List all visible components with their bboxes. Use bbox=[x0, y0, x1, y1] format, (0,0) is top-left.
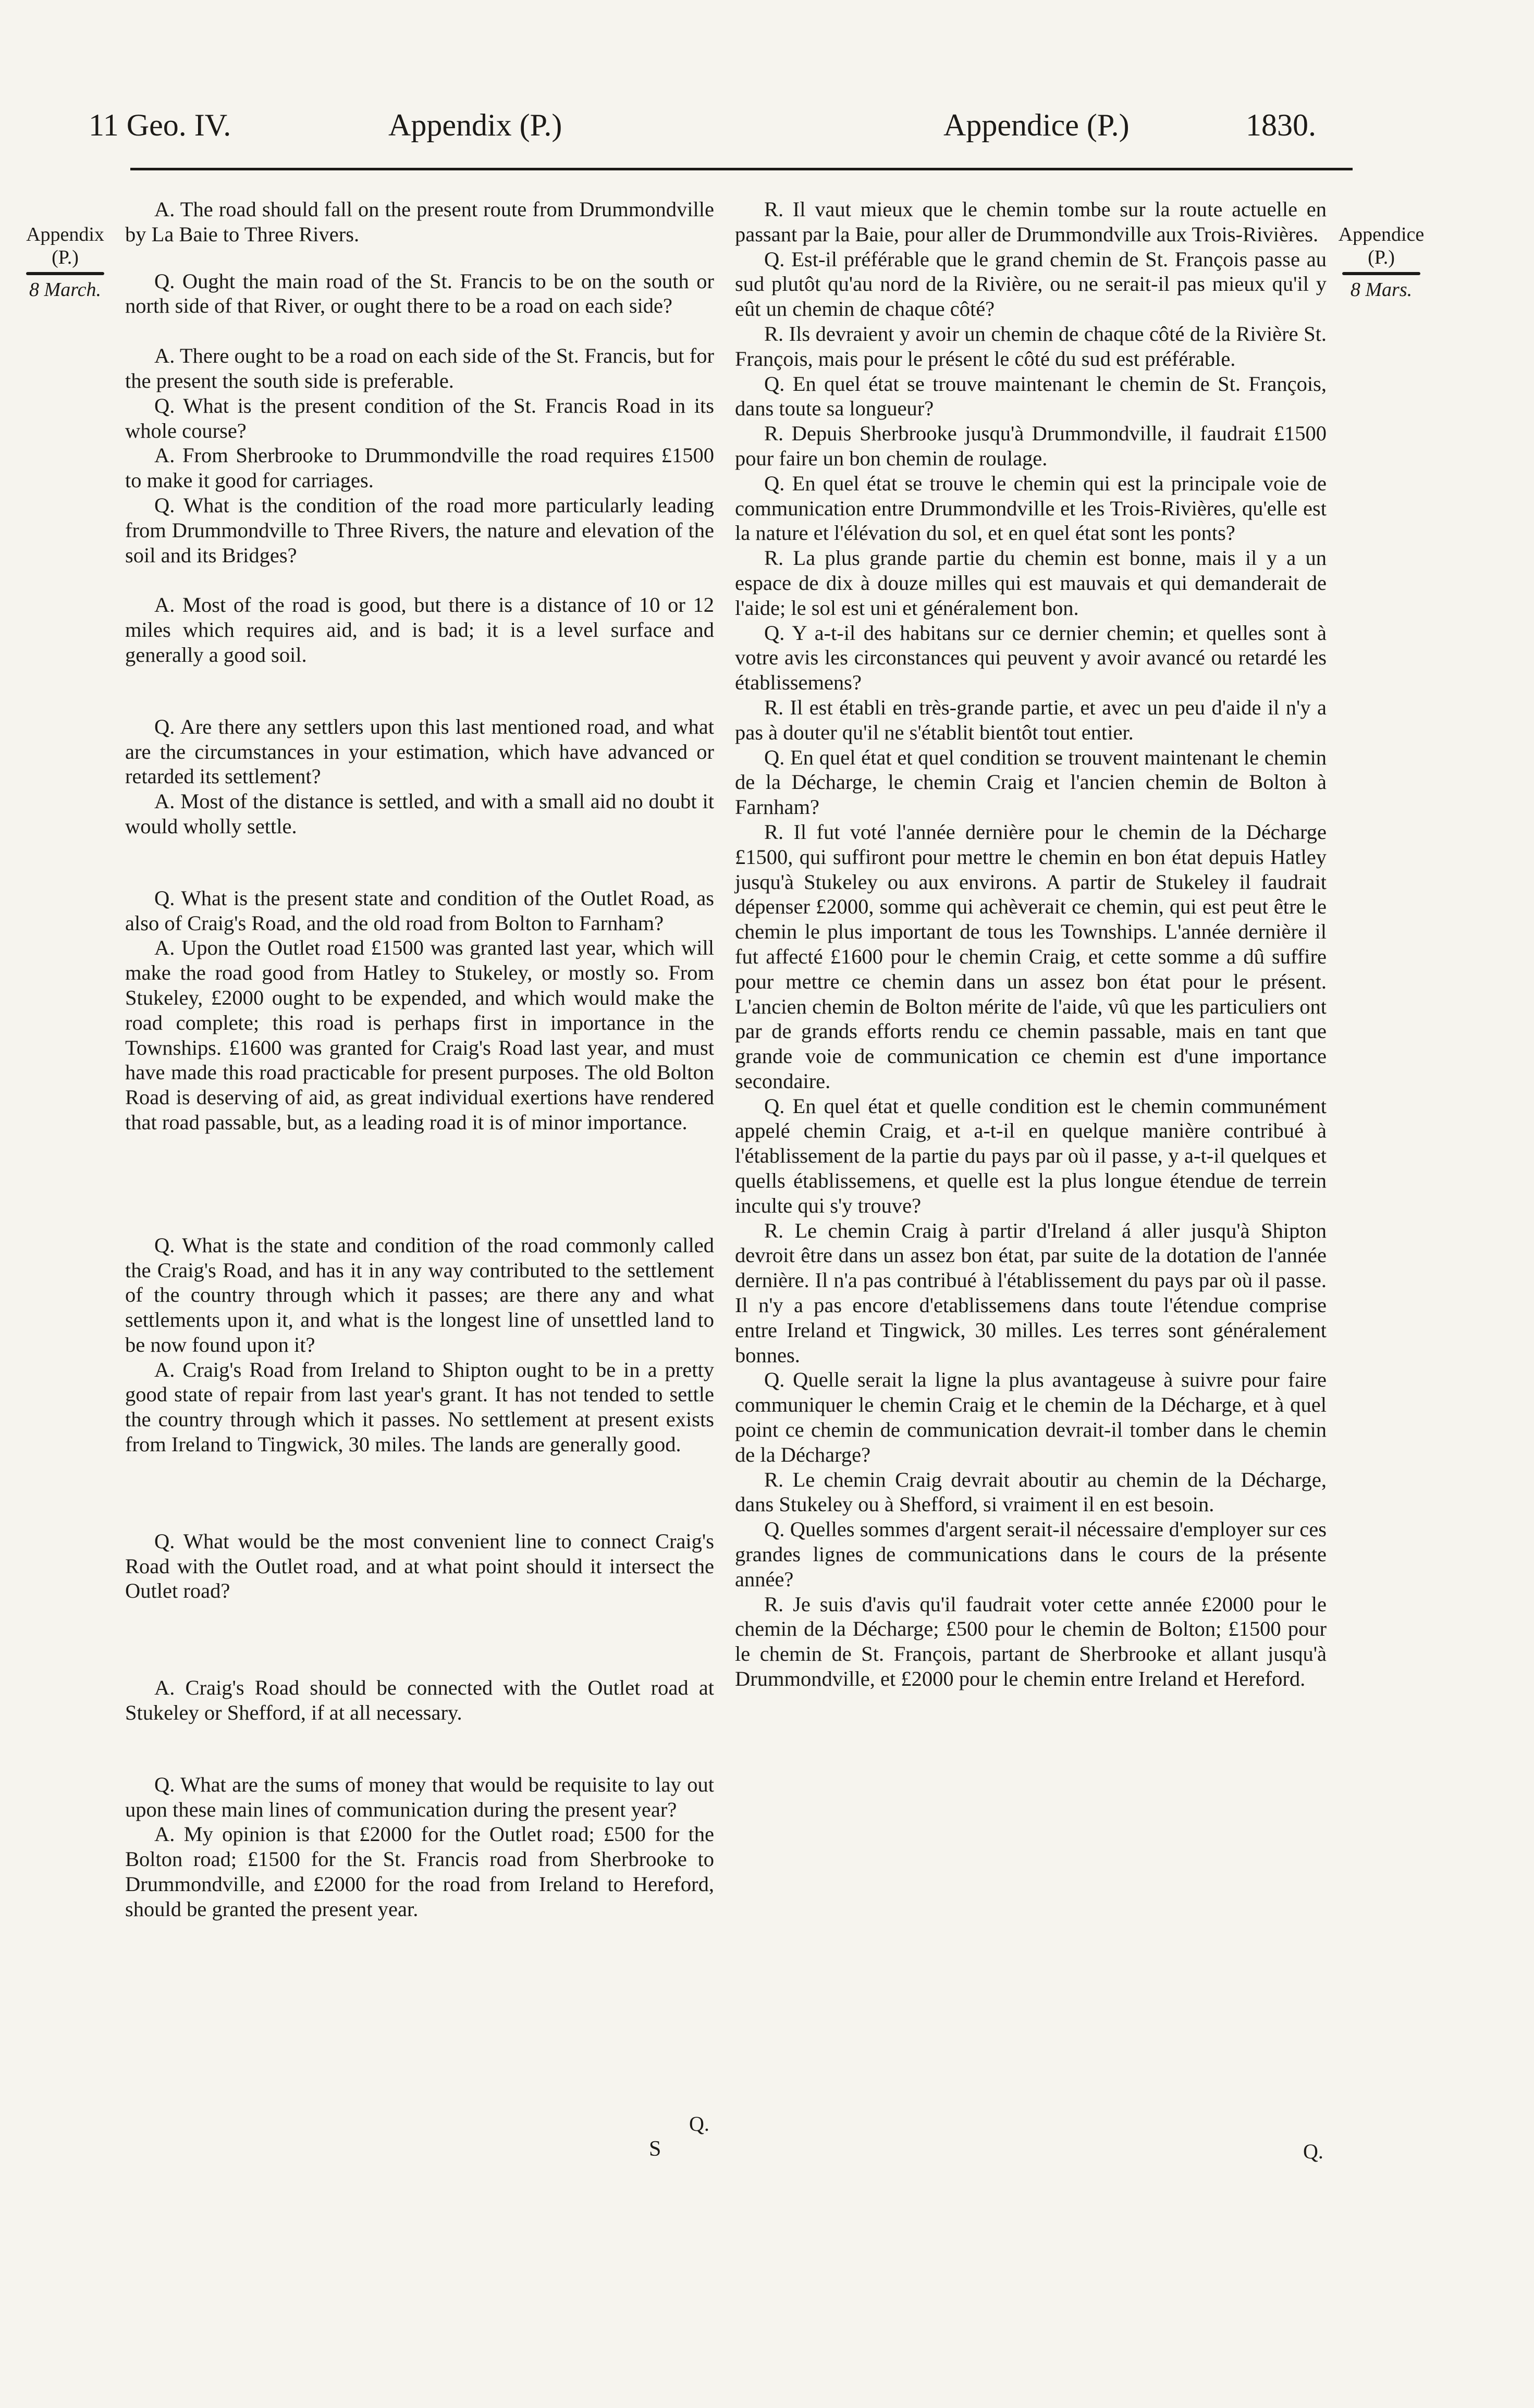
paragraph: A. Upon the Outlet road £1500 was granted last year, which will make the road good from Hatley to Stukeley, or mostly so. From Stukeley, £2000 ought to be expended, and which would make the road complete; this road is perhaps first in importance in the Townships. £1600 was granted for Craig's Road last year, and must have made this road practicable for present purposes. The old Bolton Road is deserving of aid, as great individual exertions have rendered that road passable, but, as a leading road it is of minor importance. bbox=[125, 936, 714, 1134]
ornament-swash bbox=[26, 272, 104, 275]
paragraph: Q. Ought the main road of the St. Francis to be on the south or north side of that River, or ought there to be a road on each side? bbox=[125, 269, 714, 318]
french-column bbox=[735, 197, 1327, 1691]
margin-label: Appendice bbox=[1338, 224, 1425, 245]
paragraph: A. The road should fall on the present route from Drummondville by La Baie to Three Rivers. bbox=[125, 197, 714, 246]
paragraph: Q. En quel état se trouve maintenant le chemin de St. François, dans toute sa longueur? bbox=[735, 372, 1327, 421]
paragraph: R. Le chemin Craig devrait aboutir au chemin de la Décharge, dans Stukeley ou à Shefford, si vraiment il en est besoin. bbox=[735, 1467, 1327, 1516]
margin-label: Appendix bbox=[26, 224, 104, 245]
paragraph: A. My opinion is that £2000 for the Outlet road; £500 for the Bolton road; £1500 for the St. Francis road from Sherbrooke to Drummondville, and £2000 for the road from Ireland to Hereford, should be granted the present year. bbox=[125, 1822, 714, 1921]
paragraph: A. Most of the road is good, but there is a distance of 10 or 12 miles which requires aid, and is bad; it is a level surface and generally a good soil. bbox=[125, 593, 714, 666]
paragraph: R. Il vaut mieux que le chemin tombe sur la route actuelle en passant par la Baie, pour aller de Drummondville aux Trois-Rivières. bbox=[735, 197, 1327, 246]
paragraph: Q. En quel état et quel condition se trouvent maintenant le chemin de la Décharge, le chemin Craig et l'ancien chemin de Bolton à Farnham? bbox=[735, 745, 1327, 819]
margin-date: 8 March. bbox=[29, 279, 101, 301]
paragraph: Q. What would be the most convenient line to connect Craig's Road with the Outlet road, and at what point should it intersect the Outlet road? bbox=[125, 1529, 714, 1603]
header-title-french: Appendice (P.) bbox=[943, 108, 1130, 142]
margin-date: 8 Mars. bbox=[1350, 279, 1413, 301]
margin-note-left bbox=[10, 223, 120, 301]
paragraph: Q. En quel état se trouve le chemin qui est la principale voie de communication entre Drummondville et les Trois-Rivières, qu'elle est la nature et l'élévation du sol, et en quel état sont les ponts? bbox=[735, 471, 1327, 545]
paragraph: R. Je suis d'avis qu'il faudrait voter cette année £2000 pour le chemin de la Décharge; £500 pour le chemin de Bolton; £1500 pour le chemin de St. François, partant de Sherbrooke et allant jusqu'à Drummondville, et £2000 pour le chemin entre Ireland et Hereford. bbox=[735, 1592, 1327, 1691]
paragraph: A. Craig's Road from Ireland to Shipton ought to be in a pretty good state of repair from last year's grant. It has not tended to settle the country through which it passes. No settlement at present exists from Ireland to Tingwick, 30 miles. The lands are generally good. bbox=[125, 1357, 714, 1456]
paragraph: Q. Quelles sommes d'argent serait-il nécessaire d'employer sur ces grandes lignes de communications dans le cours de la présente année? bbox=[735, 1517, 1327, 1591]
paragraph: Q. Y a-t-il des habitans sur ce dernier chemin; et quelles sont à votre avis les circonstances qui peuvent y avoir avancé ou retardé les établissemens? bbox=[735, 621, 1327, 695]
english-column bbox=[125, 197, 714, 1922]
margin-sub: (P.) bbox=[1368, 246, 1395, 268]
margin-sub: (P.) bbox=[52, 246, 79, 268]
paragraph: Q. Quelle serait la ligne la plus avantageuse à suivre pour faire communiquer le chemin Craig et le chemin de la Décharge, et à quel point ce chemin de communication devrait-il tomber dans le chemin de la Décharge? bbox=[735, 1368, 1327, 1466]
header-rule bbox=[130, 168, 1353, 170]
paragraph: A. Craig's Road should be connected with the Outlet road at Stukeley or Shefford, if at all necessary. bbox=[125, 1676, 714, 1725]
paragraph: Q. En quel état et quelle condition est le chemin communément appelé chemin Craig, et a-t-il en quelque manière contribué à l'établissement de la partie du pays par où il passe, y a-t-il quelques et quells établissemens, et quelle est la plus longue étendue de terrein inculte qui s'y trouve? bbox=[735, 1094, 1327, 1217]
paragraph: Q. What are the sums of money that would be requisite to lay out upon these main lines of communication during the present year? bbox=[125, 1772, 714, 1821]
signature-mark: S bbox=[649, 2137, 661, 2161]
paragraph: Q. What is the condition of the road more particularly leading from Drummondville to Three Rivers, the nature and elevation of the soil and its Bridges? bbox=[125, 493, 714, 567]
paragraph: R. Il fut voté l'année dernière pour le chemin de la Décharge £1500, qui suffiront pour mettre le chemin en bon état depuis Hatley jusqu'à Stukeley ou aux environs. A partir de Stukeley il faudrait dépenser £2000, somme qui achèverait ce chemin, qui est peut être le chemin le plus important de tous les Townships. L'année dernière il fut affecté £1600 pour le chemin Craig, et cette somme a dû suffire pour mettre ce chemin dans un assez bon état pour le présent. L'ancien chemin de Bolton mérite de l'aide, vû que les particuliers ont par de grands efforts rendu ce chemin passable, mais en tant que grande voie de communication ce chemin est d'une importance secondaire. bbox=[735, 820, 1327, 1093]
paragraph: A. From Sherbrooke to Drummondville the road requires £1500 to make it good for carriages. bbox=[125, 443, 714, 492]
header-reign: 11 Geo. IV. bbox=[89, 108, 231, 142]
paragraph: R. La plus grande partie du chemin est bonne, mais il y a un espace de dix à douze milles qui est mauvais et qui demanderait de l'aide; le sol est uni et généralement bon. bbox=[735, 546, 1327, 620]
paragraph: Q. What is the present condition of the St. Francis Road in its whole course? bbox=[125, 393, 714, 442]
catchword-right: Q. bbox=[1303, 2140, 1323, 2163]
margin-note-right bbox=[1321, 223, 1441, 301]
paragraph: R. Le chemin Craig à partir d'Ireland á aller jusqu'à Shipton devroit être dans un assez bon état, par suite de la dotation de l'année dernière. Il n'a pas contribué à l'établissement du pays par où il passe. Il n'y a pas encore d'etablissemens dans toute l'étendue comprise entre Ireland et Tingwick, 30 milles. Les terres sont généralement bonnes. bbox=[735, 1218, 1327, 1367]
paragraph: A. Most of the distance is settled, and with a small aid no doubt it would wholly settle. bbox=[125, 789, 714, 838]
paragraph: R. Depuis Sherbrooke jusqu'à Drummondville, il faudrait £1500 pour faire un bon chemin de roulage. bbox=[735, 422, 1327, 470]
paragraph: R. Il est établi en très-grande partie, et avec un peu d'aide il n'y a pas à douter qu'il ne s'établit bientôt tout entier. bbox=[735, 695, 1327, 744]
paragraph: Q. Est-il préférable que le grand chemin de St. François passe au sud plutôt qu'au nord de la Rivière, ou ne serait-il pas mieux qu'il y eût un chemin de chaque côté? bbox=[735, 247, 1327, 321]
paragraph: R. Ils devraient y avoir un chemin de chaque côté de la Rivière St. François, mais pour le présent le côté du sud est préférable. bbox=[735, 322, 1327, 371]
catchword-left: Q. bbox=[689, 2112, 709, 2135]
paragraph: Q. Are there any settlers upon this last mentioned road, and what are the circumstances in your estimation, which have advanced or retarded its settlement? bbox=[125, 714, 714, 788]
paragraph: Q. What is the present state and condition of the Outlet Road, as also of Craig's Road, and the old road from Bolton to Farnham? bbox=[125, 886, 714, 935]
paragraph: Q. What is the state and condition of the road commonly called the Craig's Road, and has it in any way contributed to the settlement of the country through which it passes; are there any and what settlements upon it, and what is the longest line of unsettled land to be now found upon it? bbox=[125, 1233, 714, 1356]
ornament-swash bbox=[1342, 272, 1420, 275]
paragraph: A. There ought to be a road on each side of the St. Francis, but for the present the south side is preferable. bbox=[125, 344, 714, 392]
header-year: 1830. bbox=[1246, 108, 1316, 142]
header-title-english: Appendix (P.) bbox=[388, 108, 562, 142]
